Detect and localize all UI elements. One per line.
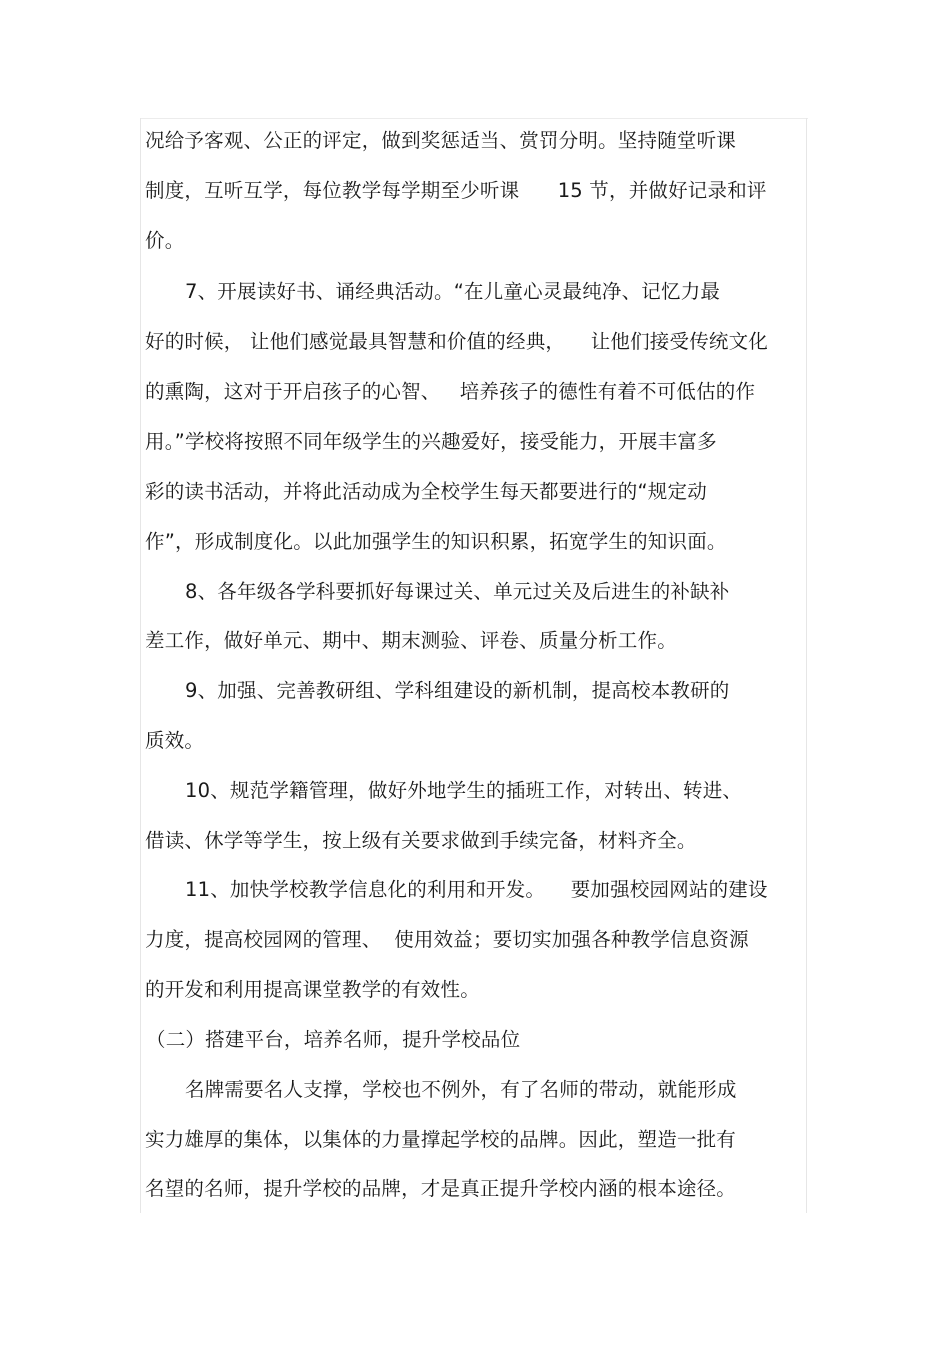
paragraph-7-start: 7、开展读好书、诵经典活动。“在儿童心灵最纯净、记忆力最: [185, 280, 721, 303]
paragraph-section-start: 名牌需要名人支撑，学校也不例外，有了名师的带动，就能形成: [185, 1078, 737, 1101]
page-border-right: [806, 118, 807, 1213]
text-line: 实力雄厚的集体，以集体的力量撑起学校的品牌。因此，塑造一批有: [145, 1128, 737, 1151]
text-line: 价。: [145, 229, 185, 252]
paragraph-9-start: 9、加强、完善教研组、学科组建设的新机制，提高校本教研的: [185, 679, 730, 702]
text-line: 名望的名师，提升学校的品牌，才是真正提升学校内涵的根本途径。: [145, 1177, 737, 1200]
text-line: 况给予客观、公正的评定，做到奖惩适当、赏罚分明。坚持随堂听课: [145, 129, 737, 152]
section-heading: （二）搭建平台，培养名师，提升学校品位: [146, 1028, 521, 1051]
paragraph-10-start: 10、规范学籍管理，做好外地学生的插班工作，对转出、转进、: [185, 779, 743, 802]
page-border-top: [140, 118, 808, 119]
text-line: 制度，互听互学，每位教学每学期至少听课 15 节，并做好记录和评: [145, 179, 767, 202]
text-line: 作”，形成制度化。以此加强学生的知识积累，拓宽学生的知识面。: [145, 530, 727, 553]
text-line: 借读、休学等学生，按上级有关要求做到手续完备，材料齐全。: [145, 829, 697, 852]
text-line: 力度，提高校园网的管理、 使用效益；要切实加强各种教学信息资源: [145, 928, 749, 951]
text-line: 彩的读书活动，并将此活动成为全校学生每天都要进行的“规定动: [145, 480, 707, 503]
text-line: 好的时候， 让他们感觉最具智慧和价值的经典， 让他们接受传统文化: [145, 330, 768, 353]
paragraph-8-start: 8、各年级各学科要抓好每课过关、单元过关及后进生的补缺补: [185, 580, 730, 603]
paragraph-11-start: 11、加快学校教学信息化的利用和开发。 要加强校园网站的建设: [185, 878, 768, 901]
text-line: 质效。: [145, 729, 205, 752]
text-line: 用。”学校将按照不同年级学生的兴趣爱好，接受能力，开展丰富多: [145, 430, 717, 453]
text-line: 差工作，做好单元、期中、期末测验、评卷、质量分析工作。: [145, 629, 677, 652]
page-border-left: [140, 118, 141, 1213]
text-line: 的开发和利用提高课堂教学的有效性。: [145, 978, 480, 1001]
text-line: 的熏陶，这对于开启孩子的心智、 培养孩子的德性有着不可低估的作: [145, 380, 756, 403]
